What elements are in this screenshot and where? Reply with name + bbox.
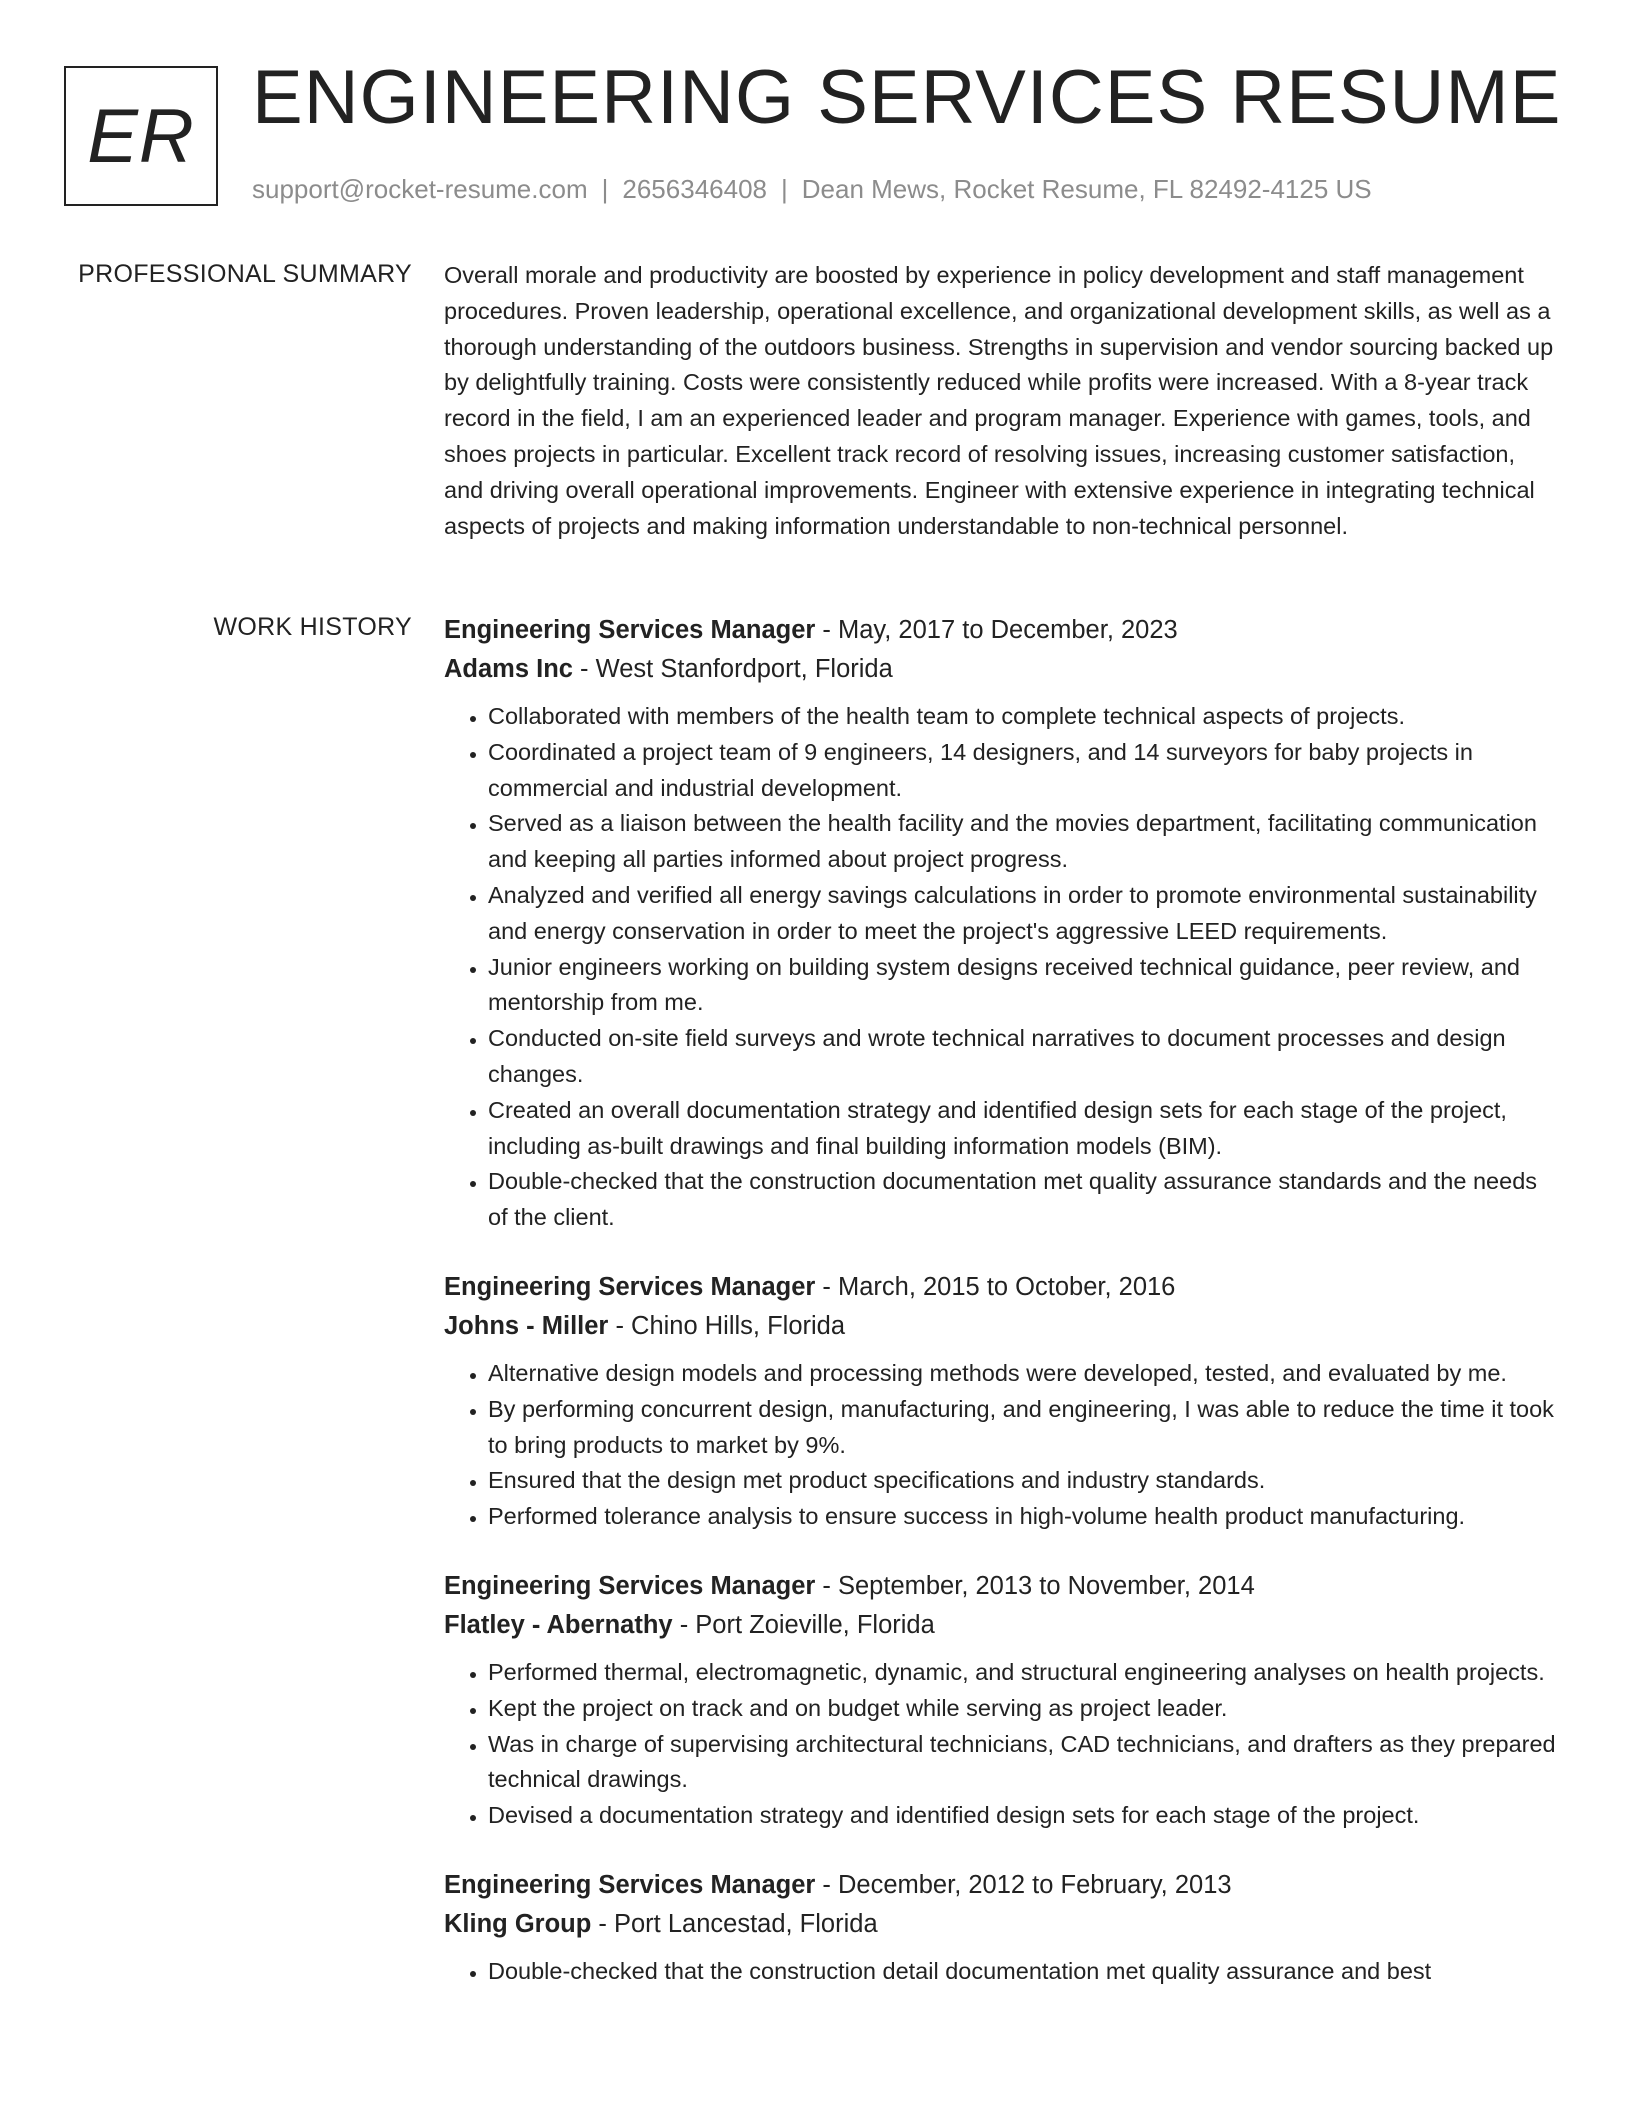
contact-separator: | [781,174,788,204]
job-entry [444,1567,1560,1834]
job-bullet: • Alternative design models and processing methods were developed, tested, and evaluated by me. [488,1356,1560,1392]
job-title-line [444,611,1560,650]
job-location: West Stanfordport, Florida [595,655,893,683]
page-title: ENGINEERING SERVICES RESUME [252,55,1562,140]
job-dates: March, 2015 to October, 2016 [837,1272,1176,1301]
dash-separator: - [815,1571,838,1600]
dash-separator: - [572,655,596,683]
job-dates: May, 2017 to December, 2023 [837,616,1178,644]
job-title-line [444,1866,1560,1905]
job-location: Port Lancestad, Florida [613,1909,878,1938]
job-bullet: • Was in charge of supervising architectural technicians, CAD technicians, and drafters as they prepared technical drawings. [488,1727,1560,1799]
job-company-line [444,1307,1560,1346]
job-list [444,611,1560,2022]
contact-line [252,174,1372,205]
job-company: Kling Group [444,1909,592,1938]
job-entry [444,1866,1560,1990]
job-bullet: • Analyzed and verified all energy savings calculations in order to promote environmental sustainability and energy conservation in order to meet the project's aggressive LEED requirements. [488,878,1560,950]
job-company: Flatley - Abernathy [444,1610,673,1639]
dash-separator: - [672,1610,696,1639]
dash-separator: - [591,1909,614,1938]
dash-separator: - [815,1272,838,1301]
job-bullet: • Kept the project on track and on budget while serving as project leader. [488,1691,1560,1727]
job-title: Engineering Services Manager [444,1870,816,1899]
dash-separator: - [608,1311,632,1340]
job-bullet: • Served as a liaison between the health facility and the movies department, facilitating communication and keeping all parties informed about project progress. [488,806,1560,878]
contact-email: support@rocket-resume.com [252,174,588,204]
job-location: Chino Hills, Florida [631,1311,846,1340]
contact-phone: 2656346408 [622,174,767,204]
job-company-line [444,650,1560,689]
job-company: Adams Inc [444,655,573,683]
job-bullets [444,1954,1560,1990]
job-bullet: • Double-checked that the construction documentation met quality assurance standards and the needs of the client. [488,1164,1560,1236]
job-title-line [444,1567,1560,1606]
contact-separator: | [601,174,609,204]
dash-separator: - [815,616,838,644]
job-bullet: • Double-checked that the construction detail documentation met quality assurance and best [488,1954,1560,1990]
job-entry [444,611,1560,1236]
job-bullet: • Conducted on-site field surveys and wrote technical narratives to document processes and design changes. [488,1021,1560,1093]
monogram-text: ER [87,93,195,179]
job-bullet: • Performed tolerance analysis to ensure success in high-volume health product manufacturing. [488,1499,1560,1535]
job-bullet: • Junior engineers working on building system designs received technical guidance, peer review, and mentorship from me. [488,950,1560,1022]
job-title: Engineering Services Manager [444,616,816,644]
job-bullet: • Performed thermal, electromagnetic, dynamic, and structural engineering analyses on health projects. [488,1655,1560,1691]
job-bullet: • Ensured that the design met product specifications and industry standards. [488,1463,1560,1499]
dash-separator: - [815,1870,838,1899]
job-bullet: • Coordinated a project team of 9 engineers, 14 designers, and 14 surveyors for baby projects in commercial and industrial development. [488,735,1560,807]
summary-text: Overall morale and productivity are boosted by experience in policy development and staff management procedures. Proven leadership, operational excellence, and organizational development skills, as well as a thorough understanding of the outdoors business. Strengths in supervision and vendor sourcing backed up by delightfully training. Costs were consistently reduced while profits were increased. With a 8-year track record in the field, I am an experienced leader and program manager. Experience with games, tools, and shoes projects in particular. Excellent track record of resolving issues, increasing customer satisfaction, and driving overall operational improvements. Engineer with extensive experience in integrating technical aspects of projects and making information understandable to non-technical personnel. [444,262,1554,539]
summary-label: PROFESSIONAL SUMMARY [78,260,412,288]
job-bullets [444,1356,1560,1535]
job-bullets [444,699,1560,1236]
job-bullet: • Collaborated with members of the health team to complete technical aspects of projects. [488,699,1560,735]
job-title: Engineering Services Manager [444,1272,816,1301]
job-title: Engineering Services Manager [444,1571,816,1600]
job-company-line [444,1905,1560,1944]
job-location: Port Zoieville, Florida [695,1610,935,1639]
monogram-logo [64,66,218,206]
job-title-line [444,1268,1560,1307]
job-entry [444,1268,1560,1535]
job-bullet: • Created an overall documentation strategy and identified design sets for each stage of the project, including as-built drawings and final building information models (BIM). [488,1093,1560,1165]
job-bullet: • Devised a documentation strategy and identified design sets for each stage of the project. [488,1798,1560,1834]
job-company-line [444,1606,1560,1645]
job-dates: December, 2012 to February, 2013 [837,1870,1232,1899]
job-bullets [444,1655,1560,1834]
job-dates: September, 2013 to November, 2014 [837,1571,1255,1600]
contact-address: Dean Mews, Rocket Resume, FL 82492-4125 US [801,174,1372,204]
job-company: Johns - Miller [444,1311,609,1340]
job-bullet: • By performing concurrent design, manufacturing, and engineering, I was able to reduce the time it took to bring products to market by 9%. [488,1392,1560,1464]
work-history-label: WORK HISTORY [213,613,412,641]
